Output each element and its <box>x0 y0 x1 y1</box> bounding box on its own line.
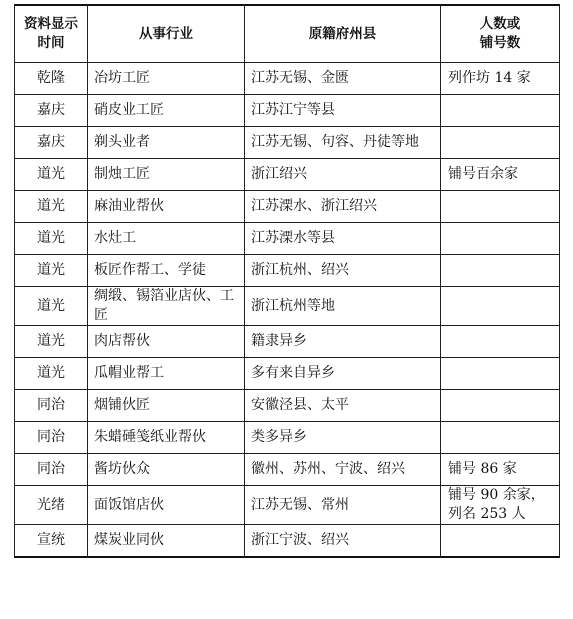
table-row <box>15 63 560 95</box>
cell-count <box>441 326 560 358</box>
cell-industry: 面饭馆店伙 <box>88 486 245 525</box>
cell-origin: 浙江杭州等地 <box>245 287 441 326</box>
cell-count <box>441 287 560 326</box>
cell-period: 光绪 <box>15 486 88 525</box>
header-industry: 从事行业 <box>88 5 245 63</box>
cell-origin: 多有来自异乡 <box>245 358 441 390</box>
cell-origin: 江苏江宁等县 <box>245 95 441 127</box>
cell-count: 列作坊 14 家 <box>441 63 560 95</box>
cell-period: 道光 <box>15 159 88 191</box>
cell-period: 嘉庆 <box>15 127 88 159</box>
cell-period: 道光 <box>15 191 88 223</box>
cell-count: 铺号百余家 <box>441 159 560 191</box>
table-row <box>15 255 560 287</box>
cell-origin: 籍隶异乡 <box>245 326 441 358</box>
cell-period: 同治 <box>15 422 88 454</box>
cell-industry: 酱坊伙众 <box>88 454 245 486</box>
cell-count <box>441 255 560 287</box>
header-period: 资料显示 时间 <box>15 5 88 63</box>
cell-industry: 冶坊工匠 <box>88 63 245 95</box>
cell-origin: 江苏无锡、金匮 <box>245 63 441 95</box>
cell-origin: 徽州、苏州、宁波、绍兴 <box>245 454 441 486</box>
table-row <box>15 127 560 159</box>
cell-count <box>441 223 560 255</box>
cell-industry: 瓜帽业帮工 <box>88 358 245 390</box>
cell-period: 同治 <box>15 390 88 422</box>
cell-industry: 板匠作帮工、学徒 <box>88 255 245 287</box>
table-header <box>15 5 560 63</box>
cell-industry: 煤炭业同伙 <box>88 525 245 558</box>
header-origin: 原籍府州县 <box>245 5 441 63</box>
table-row <box>15 422 560 454</box>
migrant-workers-table <box>14 4 560 558</box>
table-row <box>15 287 560 326</box>
table-row <box>15 454 560 486</box>
table-row <box>15 486 560 525</box>
cell-period: 同治 <box>15 454 88 486</box>
cell-period: 道光 <box>15 287 88 326</box>
cell-industry: 水灶工 <box>88 223 245 255</box>
cell-origin: 浙江绍兴 <box>245 159 441 191</box>
cell-origin: 浙江杭州、绍兴 <box>245 255 441 287</box>
cell-period: 道光 <box>15 255 88 287</box>
cell-period: 嘉庆 <box>15 95 88 127</box>
table-row <box>15 223 560 255</box>
cell-industry: 烟铺伙匠 <box>88 390 245 422</box>
cell-period: 道光 <box>15 358 88 390</box>
cell-industry: 硝皮业工匠 <box>88 95 245 127</box>
table-row <box>15 525 560 558</box>
cell-period: 道光 <box>15 326 88 358</box>
cell-origin: 江苏无锡、句容、丹徒等地 <box>245 127 441 159</box>
table-row <box>15 390 560 422</box>
cell-count <box>441 358 560 390</box>
cell-origin: 浙江宁波、绍兴 <box>245 525 441 558</box>
header-count: 人数或 铺号数 <box>441 5 560 63</box>
cell-industry: 肉店帮伙 <box>88 326 245 358</box>
cell-count <box>441 127 560 159</box>
cell-count <box>441 390 560 422</box>
table-row <box>15 95 560 127</box>
cell-count: 铺号 90 余家，列名 253 人 <box>441 486 560 525</box>
cell-count <box>441 191 560 223</box>
cell-industry: 剃头业者 <box>88 127 245 159</box>
cell-period: 乾隆 <box>15 63 88 95</box>
cell-count: 铺号 86 家 <box>441 454 560 486</box>
cell-industry: 绸缎、锡箔业店伙、工匠 <box>88 287 245 326</box>
cell-industry: 麻油业帮伙 <box>88 191 245 223</box>
header-row <box>15 5 560 63</box>
cell-period: 宣统 <box>15 525 88 558</box>
cell-origin: 安徽泾县、太平 <box>245 390 441 422</box>
table-row <box>15 358 560 390</box>
cell-count <box>441 95 560 127</box>
cell-origin: 类多异乡 <box>245 422 441 454</box>
cell-origin: 江苏无锡、常州 <box>245 486 441 525</box>
table-row <box>15 326 560 358</box>
cell-count <box>441 422 560 454</box>
cell-period: 道光 <box>15 223 88 255</box>
cell-origin: 江苏溧水等县 <box>245 223 441 255</box>
table-body <box>15 63 560 558</box>
cell-count <box>441 525 560 558</box>
table-row <box>15 191 560 223</box>
cell-industry: 制烛工匠 <box>88 159 245 191</box>
cell-origin: 江苏溧水、浙江绍兴 <box>245 191 441 223</box>
cell-industry: 朱蜡硾笺纸业帮伙 <box>88 422 245 454</box>
table-row <box>15 159 560 191</box>
